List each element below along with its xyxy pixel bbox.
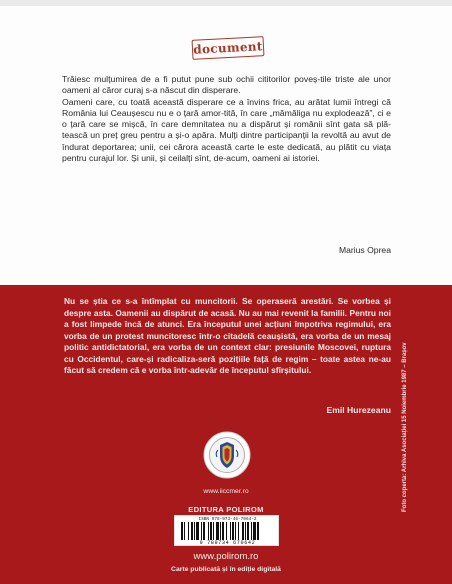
barcode-bars — [181, 522, 274, 540]
upper-quote-author: Marius Oprea — [338, 245, 391, 255]
lower-quote: Nu se știa ce s-a întîmplat cu muncitorii. Se operaseră arestări. Se vorbea și despre asta. Oamenii au dispărut de acasă. Nu au mai revenit la familii. Pentru noi a fost limpede încă de atunci. Era începutul unei acțiuni împotriva regimului, era vorba de un protest muncitoresc într-o citadelă ceaușistă, era vorba de un mesaj politic antidictatorial, era vorba de un context clar: presiunile Moscovei, ruptura cu Occidentul, care-și radicaliza-seră pozițiile față de regim – toate astea ne-au făcut să credem că e vorba într-adevăr de începutul sfîrșitului. — [64, 296, 391, 375]
top-edge — [0, 0, 452, 6]
barcode-digits: 9 789734 670642 — [199, 540, 256, 546]
digital-edition-note: Carte publicată și în ediție digitală — [171, 566, 281, 573]
iiccmer-url: www.iiccmer.ro — [203, 488, 249, 495]
document-stamp — [192, 36, 265, 60]
stamp-label: document — [192, 39, 264, 57]
upper-quote-paragraph-1: Trăiesc mulțumirea de a fi putut pune sub ochii cititorilor poveș-tile triste ale unor oameni al căror curaj s-a născut din disperare. — [62, 74, 391, 96]
upper-quote — [62, 74, 391, 164]
publisher-website: www.polirom.ro — [193, 551, 259, 562]
photo-credit: Foto coperta: Arhiva Asociației 15 Noiembrie 1987 – Brașov — [402, 342, 408, 512]
upper-quote-paragraph-2: Oameni care, cu toată această disperare ce a învins frica, au arătat lumii întregi că România lui Ceaușescu nu e o țară amor-tită, în care „mămăliga nu explodează”, ci e o țară care se mișcă, în care demnitatea nu a dispărut și românii sînt gata să plă-tească un preț greu pentru a și-o apăra. Mulți dintre participanții la revoltă au avut de îndurat deportarea; unii, cei cărora această carte le este dedicată, au plătit cu viața pentru curajul lor. Și unii, și ceilalți sînt, de-acum, oameni ai istoriei. — [62, 96, 391, 164]
iiccmer-emblem-icon — [203, 431, 251, 479]
isbn-label: ISBN 978-973-46-7064-2 — [198, 517, 257, 522]
lower-quote-author: Emil Hurezeanu — [326, 405, 391, 415]
publisher-name: EDITURA POLIROM — [188, 505, 264, 514]
isbn-barcode — [174, 515, 279, 546]
